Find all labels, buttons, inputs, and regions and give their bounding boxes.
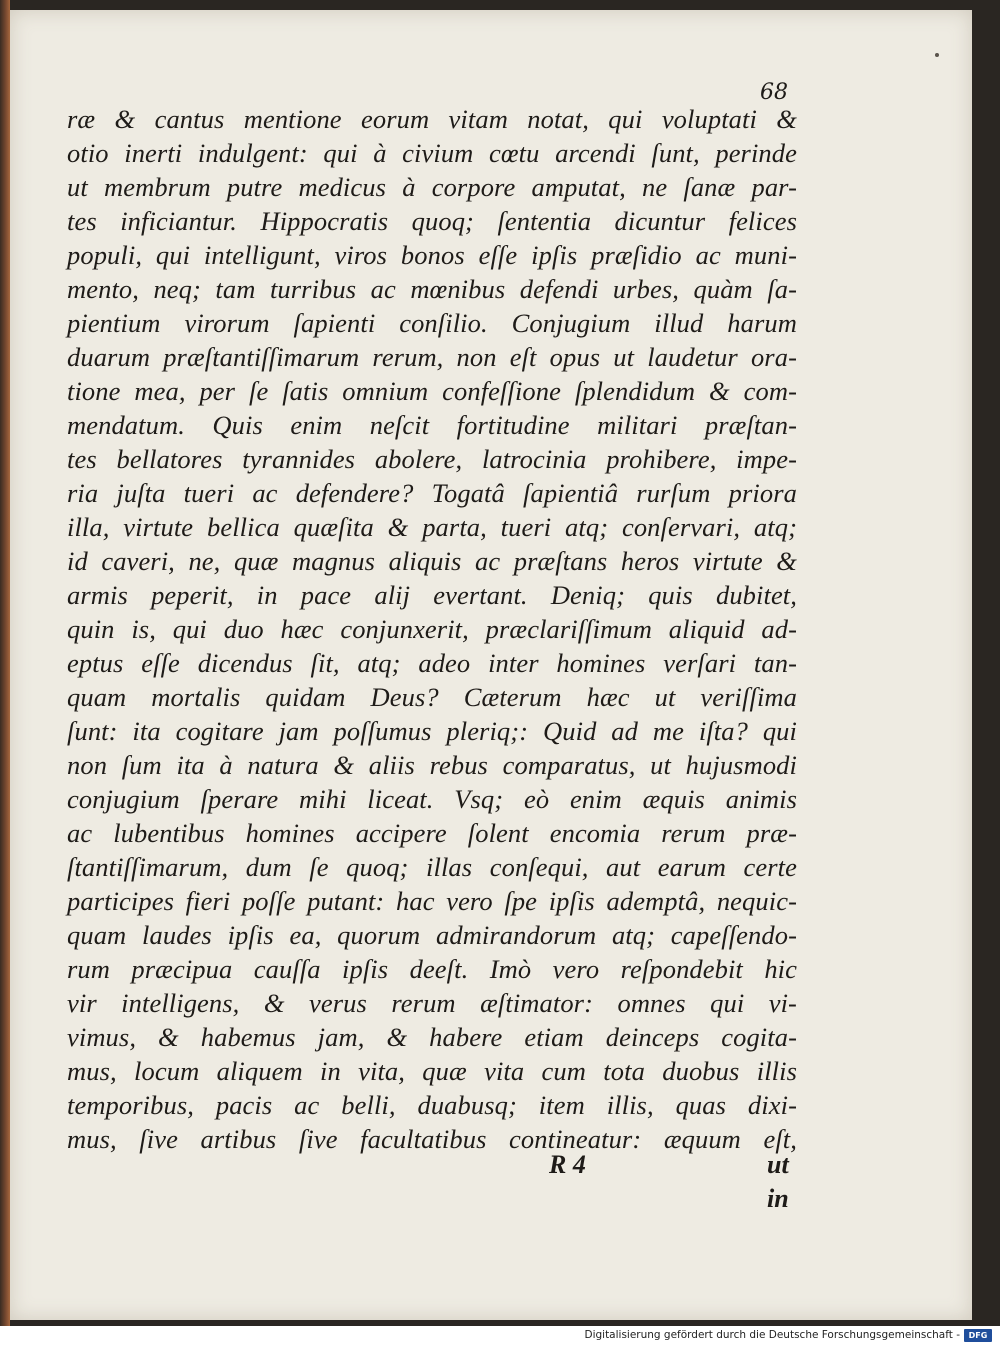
text-line: populi, qui intelligunt, viros bonos eſſe ipſis præſidio ac muni- xyxy=(67,240,797,270)
text-line: ut membrum putre medicus à corpore amputat, ne ſanæ par- xyxy=(67,172,797,202)
footer-credit: Digitalisierung gefördert durch die Deutsche Forschungsgemeinschaft - xyxy=(584,1329,960,1341)
text-line: vimus, & habemus jam, & habere etiam deinceps cogita- xyxy=(67,1022,797,1052)
paper-speck xyxy=(935,53,939,57)
text-line: ræ & cantus mentione eorum vitam notat, qui voluptati & xyxy=(67,104,797,134)
body-text xyxy=(67,102,797,1156)
page-number: 68 xyxy=(760,80,788,105)
text-line: mendatum. Quis enim neſcit fortitudine militari præſtan- xyxy=(67,410,797,440)
dfg-logo: DFG xyxy=(964,1329,992,1342)
text-line: mus, ſive artibus ſive facultatibus contineatur: æquum eſt, xyxy=(67,1124,797,1154)
text-line: ſunt: ita cogitare jam poſſumus pleriq;: Quid ad me iſta? qui xyxy=(67,716,797,746)
book-page xyxy=(10,10,972,1320)
text-line: tes inficiantur. Hippocratis quoq; ſententia dicuntur felices xyxy=(67,206,797,236)
text-line: ſtantiſſimarum, dum ſe quoq; illas conſequi, aut earum certe xyxy=(67,852,797,882)
text-line: duarum præſtantiſſimarum rerum, non eſt opus ut laudetur ora- xyxy=(67,342,797,372)
text-line: tione mea, per ſe ſatis omnium confeſſione ſplendidum & com- xyxy=(67,376,797,406)
text-line: illa, virtute bellica quæſita & parta, tueri atq; conſervari, atq; xyxy=(67,512,797,542)
text-line: quam laudes ipſis ea, quorum admirandorum atq; capeſſendo- xyxy=(67,920,797,950)
text-line: participes fieri poſſe putant: hac vero ſpe ipſis ademptâ, nequic- xyxy=(67,886,797,916)
text-line: mento, neq; tam turribus ac mœnibus defendi urbes, quàm ſa- xyxy=(67,274,797,304)
text-line: eptus eſſe dicendus ſit, atq; adeo inter homines verſari tan- xyxy=(67,648,797,678)
catchline xyxy=(67,1148,789,1213)
text-line: mus, locum aliquem in vita, quæ vita cum tota duobus illis xyxy=(67,1056,797,1086)
text-line: otio inerti indulgent: qui à civium cœtu arcendi ſunt, perinde xyxy=(67,138,797,168)
text-line: conjugium ſperare mihi liceat. Vsq; eò enim æquis animis xyxy=(67,784,797,814)
text-line: rum præcipua cauſſa ipſis deeſt. Imò vero reſpondebit hic xyxy=(67,954,797,984)
footer-bar xyxy=(0,1326,1000,1346)
text-line: id caveri, ne, quæ magnus aliquis ac præſtans heros virtute & xyxy=(67,546,797,576)
text-line: armis peperit, in pace alij evertant. Deniq; quis dubitet, xyxy=(67,580,797,610)
text-line: pientium virorum ſapienti conſilio. Conjugium illud harum xyxy=(67,308,797,338)
text-line: vir intelligens, & verus rerum æſtimator: omnes qui vi- xyxy=(67,988,797,1018)
book-edge xyxy=(0,0,10,1326)
text-line: non ſum ita à natura & aliis rebus comparatus, ut hujusmodi xyxy=(67,750,797,780)
text-line: ria juſta tueri ac defendere? Togatâ ſapientiâ rurſum priora xyxy=(67,478,797,508)
signature-mark: R 4 xyxy=(549,1150,586,1179)
text-line: quam mortalis quidam Deus? Cæterum hæc ut veriſſima xyxy=(67,682,797,712)
catchword: ut in xyxy=(767,1150,789,1213)
text-line: ac lubentibus homines accipere ſolent encomia rerum præ- xyxy=(67,818,797,848)
text-line: quin is, qui duo hæc conjunxerit, præclariſſimum aliquid ad- xyxy=(67,614,797,644)
text-line: temporibus, pacis ac belli, duabusq; item illis, quas dixi- xyxy=(67,1090,797,1120)
text-line: tes bellatores tyrannides abolere, latrocinia prohibere, impe- xyxy=(67,444,797,474)
